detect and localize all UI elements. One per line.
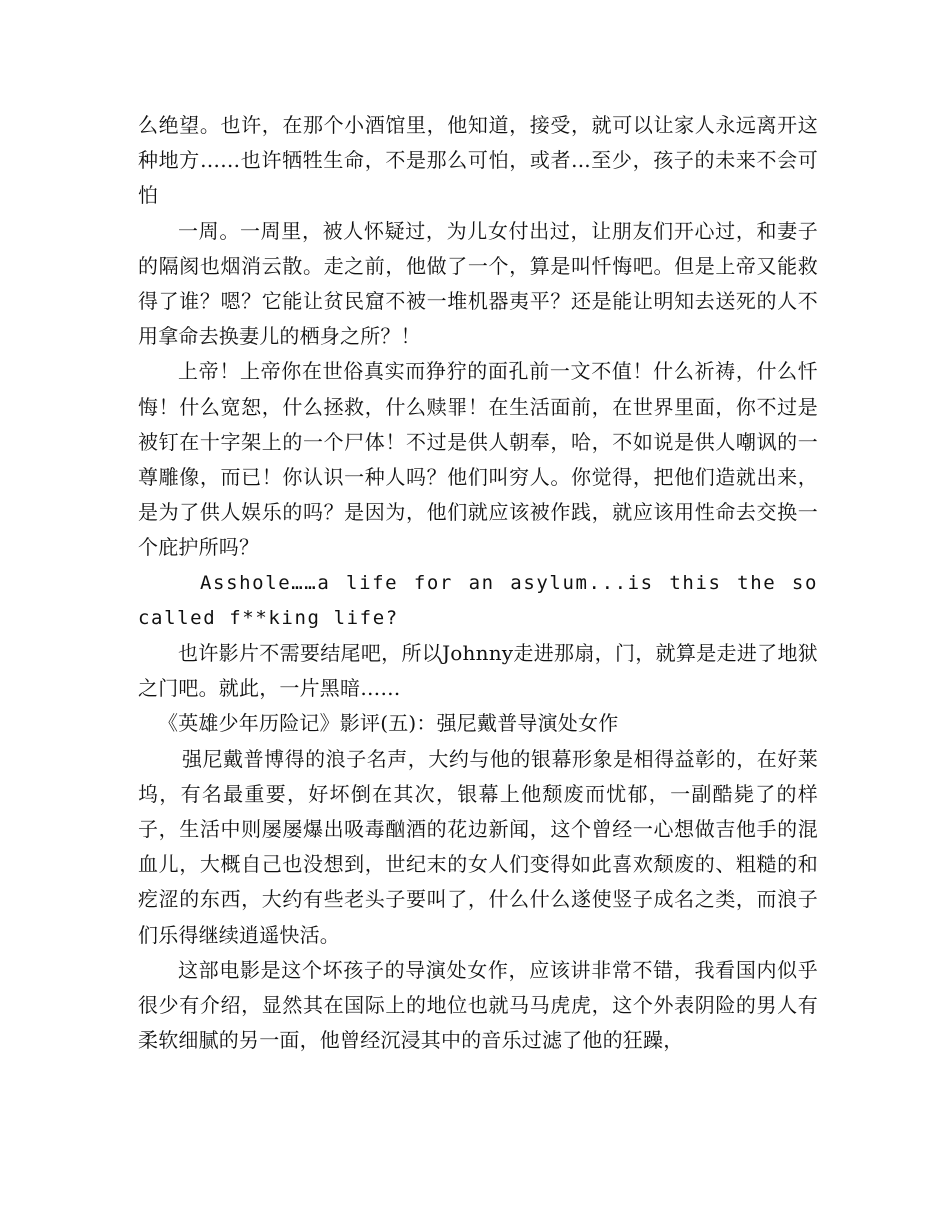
paragraph-8: 这部电影是这个坏孩子的导演处女作，应该讲非常不错，我看国内似乎很少有介绍，显然其在国际上的地位也就马马虎虎，这个外表阴险的男人有柔软细腻的另一面，他曾经沉浸其中的音乐过滤了他的狂躁，	[138, 957, 818, 1053]
paragraph-3: 上帝！上帝你在世俗真实而狰狞的面孔前一文不值！什么祈祷，什么忏悔！什么宽恕，什么拯救，什么赎罪！在生活面前，在世界里面，你不过是被钉在十字架上的一个尸体！不过是供人朝奉，哈，不如说是供人嘲讽的一尊雕像，而已！你认识一种人吗？他们叫穷人。你觉得，把他们造就出来，是为了供人娱乐的吗？是因为，他们就应该被作践，就应该用性命去交换一个庇护所吗？	[138, 359, 818, 560]
document-page	[138, 108, 818, 1058]
paragraph-1: 么绝望。也许，在那个小酒馆里，他知道，接受，就可以让家人永远离开这种地方……也许牺牲生命，不是那么可怕，或者...至少，孩子的未来不会可怕	[138, 113, 818, 208]
paragraph-2: 一周。一周里，被人怀疑过，为儿女付出过，让朋友们开心过，和妻子的隔阂也烟消云散。走之前，他做了一个，算是叫忏悔吧。但是上帝又能救得了谁？嗯？它能让贫民窟不被一堆机器夷平？还是能让明知去送死的人不用拿命去换妻儿的栖身之所？！	[138, 218, 818, 349]
paragraph-5: 也许影片不需要结尾吧，所以Johnny走进那扇，门，就算是走进了地狱之门吧。就此，一片黑暗……	[138, 641, 818, 701]
section-heading: 《英雄少年历险记》影评(五)：强尼戴普导演处女作	[158, 711, 619, 736]
paragraph-7: 强尼戴普博得的浪子名声，大约与他的银幕形象是相得益彰的，在好莱坞，有名最重要，好坏倒在其次，银幕上他颓废而忧郁，一副酷毙了的样子，生活中则屡屡爆出吸毒酗酒的花边新闻，这个曾经一心想做吉他手的混血儿，大概自己也没想到，世纪末的女人们变得如此喜欢颓废的、粗糙的和疙涩的东西，大约有些老头子要叫了，什么什么遂使竖子成名之类，而浪子们乐得继续逍遥快活。	[138, 746, 818, 947]
paragraph-english-quote: Asshole……a life for an asylum...is this the so called f**king life?	[138, 571, 818, 629]
